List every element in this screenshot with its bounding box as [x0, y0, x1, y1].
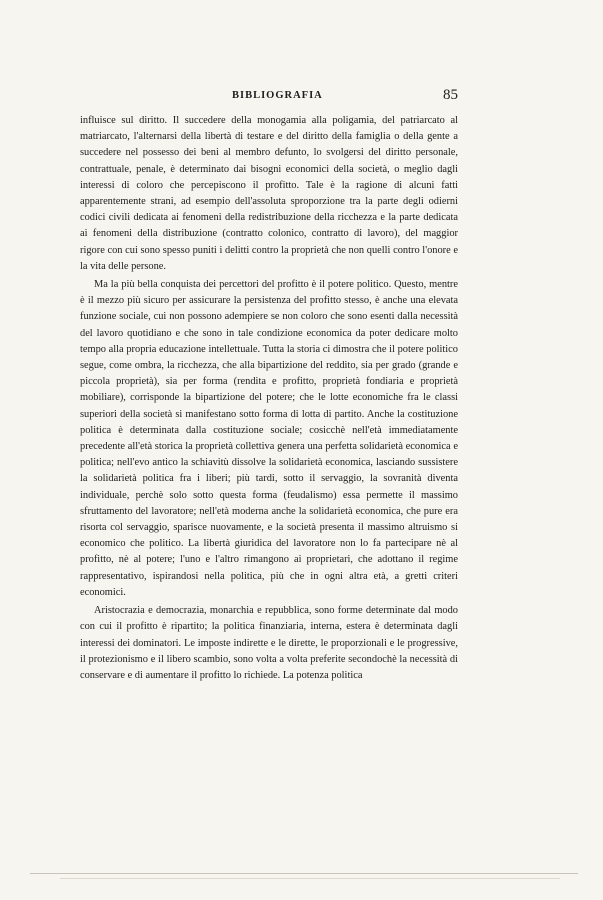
body-text	[80, 113, 458, 684]
paragraph-1: influisce sul diritto. Il succedere della monogamia alla poligamia, del patriarcato al matriarcato, l'alternarsi della libertà di testare e del diritto della famiglia o della gente a succedere nel possesso dei beni al membro defunto, lo svolgersi del diritto personale, contrattuale, penale, è determinato dai bisogni economici della società, o meglio dagli interessi di coloro che percepiscono il profitto. Tale è la ragione di alcuni fatti apparentemente strani, ad esempio dell'assoluta sproporzione tra la parte degli odierni codici civili dedicata ai fenomeni della redistribuzione della ricchezza e la parte dedicata ai fenomeni della distribuzione (contratto colonico, contratto di lavoro), del maggior rigore con cui sono spesso puniti i delitti contro la proprietà che non quelli contro l'onore e la vita delle persone.	[80, 115, 458, 272]
page-number: 85	[443, 87, 458, 103]
running-head: BIBLIOGRAFIA	[232, 90, 323, 101]
paragraph-2: Ma la più bella conquista dei percettori del profitto è il potere politico. Questo, mentre è il mezzo più sicuro per assicurare la persistenza del profitto stesso, è anche una elevata funzione sociale, cui non possono adempiere se non coloro che sono esenti dalla necessità del lavoro quotidiano e che sono in tale condizione economica da poter dedicare molto tempo alla propria educazione intellettuale. Tutta la storia ci dimostra che il potere politico segue, come ombra, la ricchezza, che alla bipartizione del reddito, sia per grado (grande e piccola proprietà), sia per forma (rendita e profitto, proprietà fondiaria e proprietà mobiliare), corrisponde la bipartizione del potere; che le lotte economiche fra le classi superiori della società si manifestano sotto forma di lotta di partito. Anche la costituzione politica è determinata dalla costituzione sociale; cosicchè nell'età immediatamente precedente all'età storica la proprietà collettiva genera una perfetta solidarietà economica e politica; nell'evo antico la schiavitù dissolve la solidarietà economica, lasciando sussistere la solidarietà politica fra i liberi; più tardi, sotto il servaggio, la sovranità diventa individuale, perchè solo sotto questa forma (feudalismo) essa permette il massimo sfruttamento del lavoratore; nell'età moderna anche la solidarietà economica, che pure era risorta col servaggio, sparisce nuovamente, e la società presenta il massimo altruismo si economico che politico. La libertà giuridica del lavoratore non lo fa partecipare nè al profitto, nè al potere; l'uno e l'altro rimangono ai proprietari, che adottano il regime rappresentativo, ispirandosi nella politica, più che in ogni altra età, a gretti criteri economici.	[80, 279, 458, 598]
page-bottom-edge-shadow	[60, 878, 560, 879]
page-bottom-edge	[30, 873, 578, 874]
paragraph-3: Aristocrazia e democrazia, monarchia e repubblica, sono forme determinate dal modo con cui il profitto è ripartito; la politica finanziaria, interna, estera è determinata dagli interessi dei dominatori. Le imposte indirette e le dirette, le proporzionali e le progressive, il protezionismo e il libero scambio, sono volta a volta preferite secondochè la necessità di conservare e di aumentare il profitto lo richiede. La potenza politica	[80, 605, 458, 681]
